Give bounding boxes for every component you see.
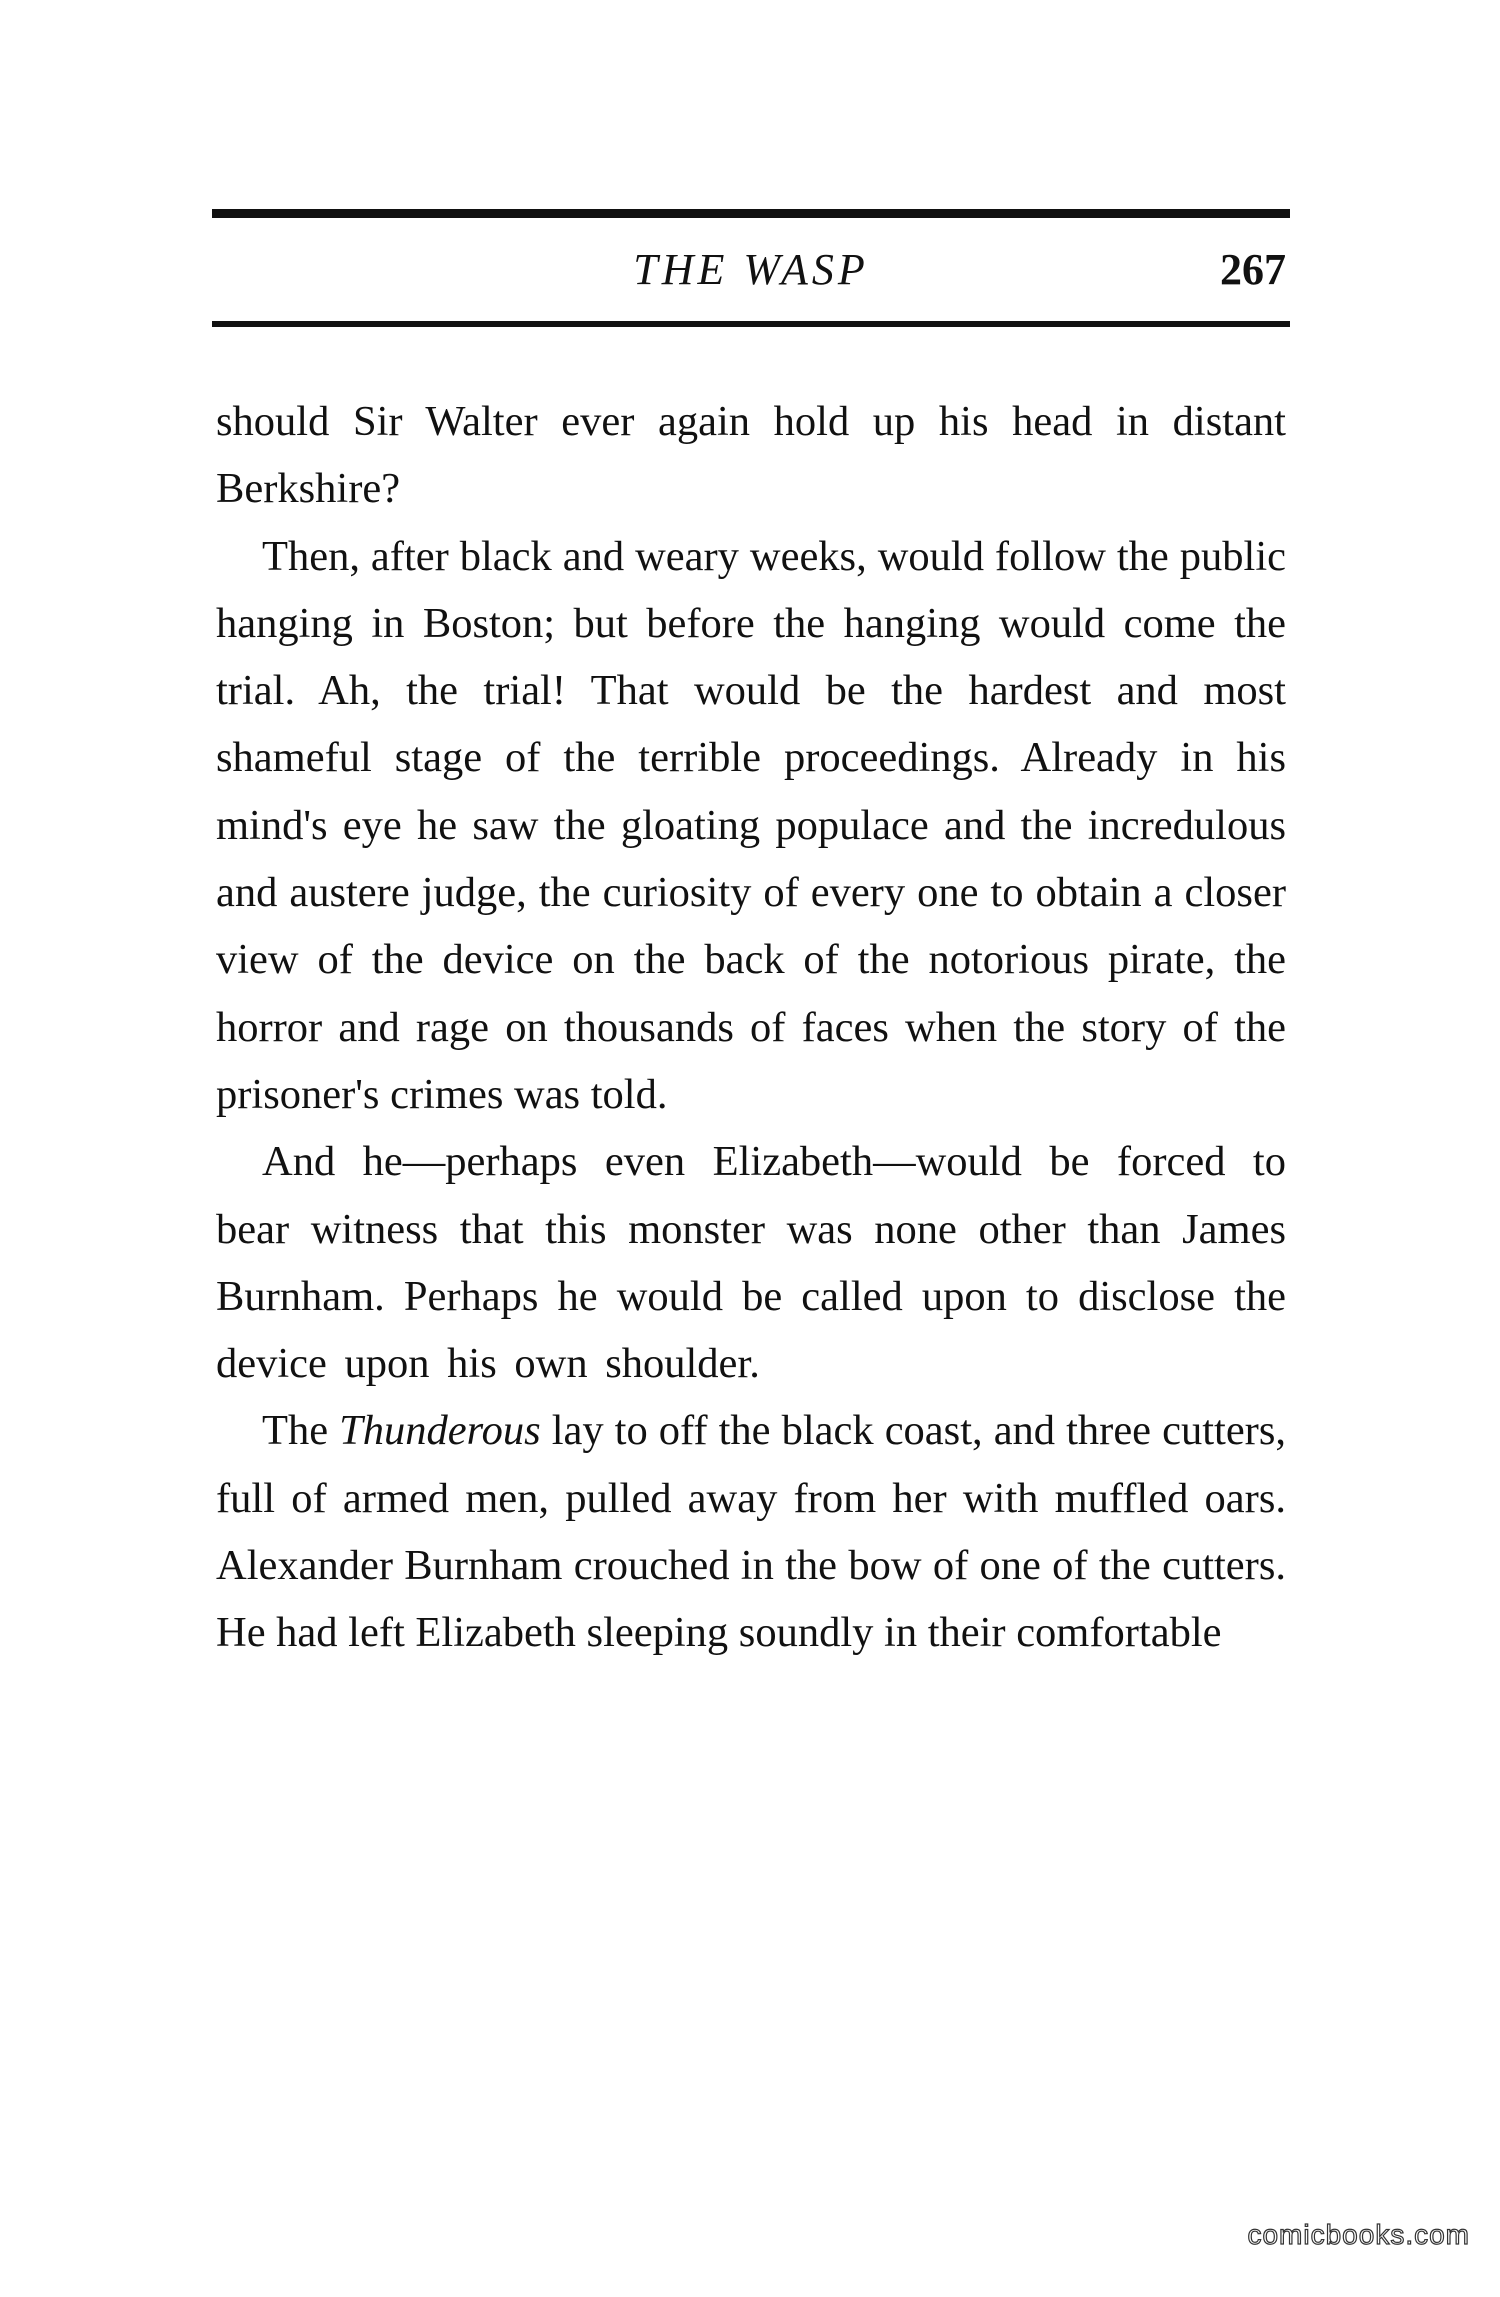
paragraph-4 <box>216 1397 1286 1666</box>
paragraph-4-start: The <box>262 1407 340 1455</box>
paragraph-3: And he—perhaps even Elizabeth—would be forced to bear witness that this monster was none other than James Burnham. Perhaps he would be called upon to disclose the device upon his own shoulder. <box>216 1138 1286 1388</box>
ship-name: Thunderous <box>339 1407 541 1455</box>
page-number: 267 <box>1220 245 1286 294</box>
watermark-text: comicbooks.com <box>1247 2219 1470 2250</box>
running-head <box>212 240 1290 300</box>
paragraph-4-rest: lay to off the black coast, and three cutters, full of armed men, pulled away from her with muffled oars. Alexander Burnham crouched in the bow of one of the cutters. He had left Elizabeth sleeping soundly in their comfortable <box>216 1407 1287 1657</box>
header-rule-top <box>212 209 1290 218</box>
running-title: THE WASP <box>633 245 869 294</box>
body-text <box>216 388 1286 1667</box>
header-rule-bottom <box>212 321 1290 327</box>
paragraph-1: should Sir Walter ever again hold up his head in distant Berkshire? <box>216 398 1286 513</box>
paragraph-2: Then, after black and weary weeks, would follow the public hanging in Boston; but before the hanging would come the trial. Ah, the trial! That would be the hardest and most shameful stage of the terrible proceedings. Already in his mind's eye he saw the gloating populace and the incredulous and austere judge, the curiosity of every one to obtain a closer view of the device on the back of the notorious pirate, the horror and rage on thousands of faces when the story of the prisoner's crimes was told. <box>216 532 1286 1118</box>
